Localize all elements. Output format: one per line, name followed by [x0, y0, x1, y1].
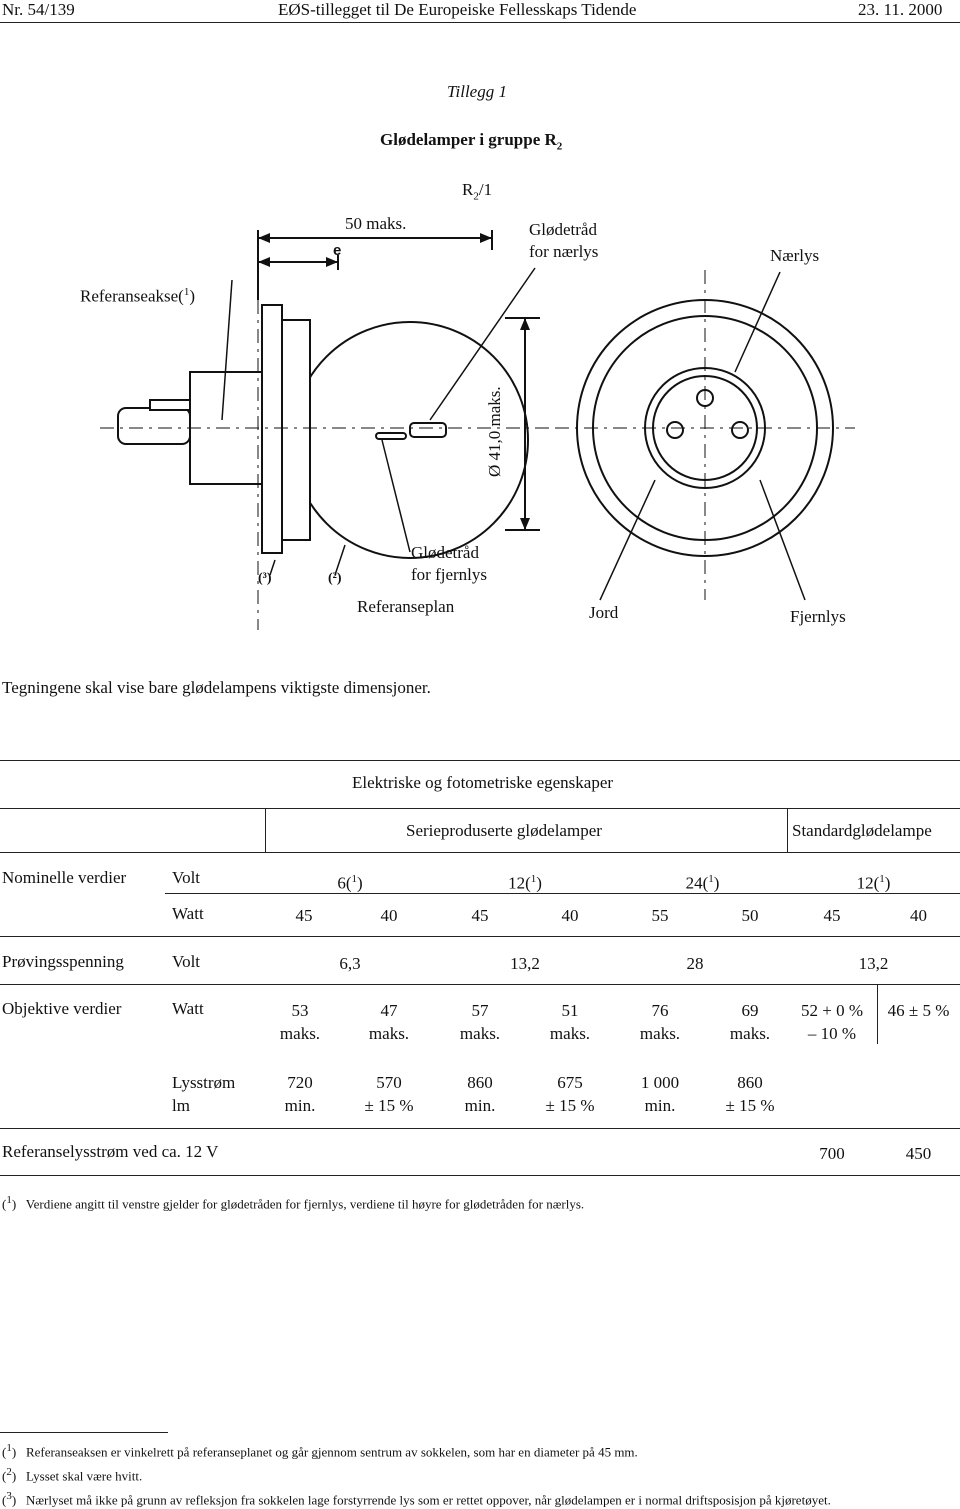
dim-e-label: e	[333, 242, 342, 259]
nominal-volt-4: 12($^1$)	[856, 873, 891, 893]
nominal-watt: 50	[741, 906, 759, 925]
flux-value: 570 ± 15 %	[364, 1073, 414, 1115]
objective-watt: 53 maks.	[279, 1001, 321, 1043]
ref-plane-label: Referanseplan	[357, 597, 455, 616]
filament-low-label-2: for nærlys	[529, 242, 599, 261]
test-volt: 28	[686, 954, 704, 973]
volt-label: Volt	[172, 868, 201, 887]
flux-value: 860 ± 15 %	[725, 1073, 775, 1115]
category-label: $R_2/1$	[462, 180, 493, 203]
diameter-label: Ø 41,0 maks.	[485, 386, 504, 477]
test-volt: 6,3	[339, 954, 361, 973]
nominal-watt: 45	[471, 906, 489, 925]
figure-caption: Tegningene skal vise bare glødelampens viktigste dimensjoner.	[2, 678, 431, 697]
ref-axis-label: Referanseakse($^1$)	[80, 286, 195, 306]
nominal-volt-3: 24($^1$)	[685, 873, 720, 893]
test-voltage-label: Prøvingsspenning	[2, 952, 124, 971]
test-volt: 13,2	[510, 954, 540, 973]
filament-low-label: Glødetråd	[529, 220, 597, 239]
header-date: 23. 11. 2000	[858, 0, 943, 19]
ref-flux-value: 450	[905, 1144, 932, 1163]
nominal-watt: 40	[910, 906, 927, 925]
col-serial-header: Serieproduserte glødelamper	[406, 821, 602, 840]
flux-value: 720 min.	[284, 1073, 316, 1115]
standard-watt-a: 52 + 0 % – 10 %	[801, 1001, 863, 1043]
objective-watt: 76 maks.	[639, 1001, 681, 1043]
objective-watt: 69 maks.	[729, 1001, 771, 1043]
col-standard-header: Standardglødelampe	[792, 821, 932, 840]
test-volt-unit: Volt	[172, 952, 201, 971]
footnote-2: ($^2$) Lysset skal være hvitt.	[2, 1466, 143, 1484]
filament-high-label-2: for fjernlys	[411, 565, 488, 584]
nominal-watt: 45	[823, 906, 841, 925]
ref-flux-label: Referanselysstrøm ved ca. 12 V	[2, 1142, 219, 1161]
objective-watt: 51 maks.	[549, 1001, 591, 1043]
appendix-heading-sub: 2	[556, 140, 563, 153]
nominal-watt: 40	[380, 906, 398, 925]
dim-50-label: 50 maks.	[345, 214, 407, 233]
filament-high-label: Glødetråd	[411, 543, 479, 562]
table-top-rule	[0, 760, 960, 761]
table-footnote: ($^1$) Verdiene angitt til venstre gjelder for glødetråden for fjernlys, verdiene til høyre for glødetråden for nærlys.	[2, 1194, 585, 1212]
footnote-3: ($^3$) Nærlyset må ikke på grunn av refleksjon fra sokkelen lage forstyrrende lys som er rettet oppover, når glødelampen er i normal driftsposisjon på kjøretøyet.	[2, 1490, 831, 1508]
nominal-volt-1: 6($^1$)	[337, 873, 363, 893]
header-page-number: Nr. 54/139	[2, 0, 75, 19]
test-volt: 13,2	[858, 954, 889, 973]
flux-value: 1 000 min.	[640, 1073, 680, 1115]
footnote-1: ($^1$) Referanseaksen er vinkelrett på referanseplanet og går gjennom sentrum av sokkelen, som har en diameter på 45 mm.	[2, 1442, 638, 1460]
lamp-drawing	[0, 0, 960, 640]
ground-label: Jord	[589, 603, 619, 622]
low-beam-label: Nærlys	[770, 246, 820, 265]
nominal-watt: 45	[295, 906, 313, 925]
note-2-marker: (²)	[328, 571, 342, 586]
flux-value: 675 ± 15 %	[545, 1073, 595, 1115]
objective-watt-unit: Watt	[172, 999, 204, 1018]
ref-flux-value: 700	[819, 1144, 845, 1163]
standard-watt-b: 46 ± 5 %	[887, 1001, 950, 1020]
nominal-watt: 55	[651, 906, 669, 925]
nominal-label: Nominelle verdier	[2, 868, 127, 887]
flux-label: Lysstrøm lm	[172, 1073, 236, 1115]
objective-label: Objektive verdier	[2, 999, 122, 1018]
note-3-marker: (³)	[258, 571, 272, 586]
objective-watt: 57 maks.	[459, 1001, 501, 1043]
high-beam-label: Fjernlys	[790, 607, 846, 626]
appendix-heading: Glødelamper i gruppe $R_2$	[380, 130, 563, 153]
nominal-volt-2: 12($^1$)	[508, 873, 542, 893]
table-title: Elektriske og fotometriske egenskaper	[352, 773, 614, 792]
footnote-rule	[0, 1432, 168, 1433]
header-journal-title: EØS-tillegget til De Europeiske Fellesskaps Tidende	[278, 0, 637, 19]
watt-label: Watt	[172, 904, 204, 923]
flux-value: 860 min.	[464, 1073, 496, 1115]
objective-watt: 47 maks.	[368, 1001, 410, 1043]
appendix-title: Tillegg 1	[447, 82, 507, 101]
nominal-watt: 40	[561, 906, 579, 925]
